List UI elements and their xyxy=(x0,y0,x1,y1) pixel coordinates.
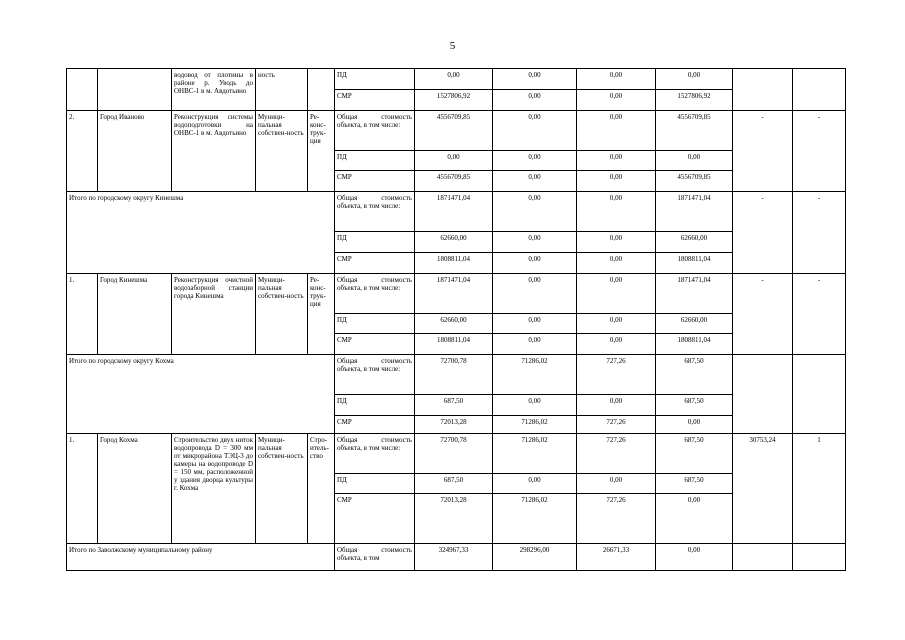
total-value: 1527806,92 xyxy=(415,90,493,111)
cost-type: ПД xyxy=(335,151,415,171)
value-1: 71286,02 xyxy=(493,494,577,544)
extra-2 xyxy=(793,69,846,111)
total-value: 4556709,85 xyxy=(415,171,493,192)
value-2: 0,00 xyxy=(577,111,656,151)
value-1: 0,00 xyxy=(493,151,577,171)
value-3: 687,50 xyxy=(656,474,733,494)
page-number: 5 xyxy=(449,40,456,52)
subtotal-row xyxy=(67,192,846,232)
cost-type: Общая стоимость объекта, в том числе: xyxy=(335,434,415,474)
value-1: 0,00 xyxy=(493,192,577,232)
subtotal-row xyxy=(67,355,846,395)
object-cell: Реконструкция системы водоподготовки на ОНВС-1 в м. Авдотьино xyxy=(172,111,256,192)
cost-type: ПД xyxy=(335,474,415,494)
total-value: 1808811,04 xyxy=(415,334,493,355)
value-2: 727,26 xyxy=(577,434,656,474)
value-2: 0,00 xyxy=(577,253,656,274)
row-number: 1. xyxy=(67,274,98,355)
total-value: 0,00 xyxy=(415,151,493,171)
budget-table xyxy=(66,68,846,571)
city-cell xyxy=(98,69,172,111)
cost-type: Общая стоимость объекта, в том числе: xyxy=(335,274,415,314)
value-3: 4556709,85 xyxy=(656,171,733,192)
value-1: 0,00 xyxy=(493,171,577,192)
subtotal-title: Итого по городскому округу Кохма xyxy=(67,355,335,434)
total-value: 72700,78 xyxy=(415,355,493,395)
value-1: 71286,02 xyxy=(493,434,577,474)
cost-type: Общая стоимость объекта, в том числе: xyxy=(335,355,415,395)
value-2: 0,00 xyxy=(577,171,656,192)
extra-2 xyxy=(793,544,846,571)
value-3: 1871471,04 xyxy=(656,192,733,232)
value-2: 0,00 xyxy=(577,192,656,232)
city-cell: Город Иваново xyxy=(98,111,172,192)
cost-type: Общая стоимость объекта, в том xyxy=(335,544,415,571)
table-row xyxy=(67,111,846,151)
value-1: 0,00 xyxy=(493,334,577,355)
value-2: 0,00 xyxy=(577,314,656,334)
cost-type: Общая стоимость объекта, в том числе: xyxy=(335,192,415,232)
subtotal-row xyxy=(67,544,846,571)
extra-2: - xyxy=(793,192,846,274)
value-2: 0,00 xyxy=(577,474,656,494)
total-value: 324967,33 xyxy=(415,544,493,571)
city-cell: Город Кохма xyxy=(98,434,172,544)
cost-type: Общая стоимость объекта, в том числе: xyxy=(335,111,415,151)
cost-type: ПД xyxy=(335,232,415,253)
total-value: 1871471,04 xyxy=(415,274,493,314)
extra-2: - xyxy=(793,274,846,355)
value-1: 0,00 xyxy=(493,274,577,314)
value-3: 62660,00 xyxy=(656,314,733,334)
subtotal-title: Итого по городскому округу Кинешма xyxy=(67,192,335,274)
value-1: 298296,00 xyxy=(493,544,577,571)
cost-type: ПД xyxy=(335,314,415,334)
value-2: 0,00 xyxy=(577,334,656,355)
value-2: 0,00 xyxy=(577,90,656,111)
cost-type: СМР xyxy=(335,334,415,355)
value-3: 1808811,04 xyxy=(656,334,733,355)
value-3: 687,50 xyxy=(656,355,733,395)
value-3: 0,00 xyxy=(656,416,733,434)
cost-type: СМР xyxy=(335,416,415,434)
total-value: 62660,00 xyxy=(415,314,493,334)
table-row xyxy=(67,274,846,314)
value-2: 0,00 xyxy=(577,274,656,314)
total-value: 687,50 xyxy=(415,395,493,416)
value-2: 0,00 xyxy=(577,232,656,253)
work-type-cell: Ре-конс-трук-ция xyxy=(308,111,335,192)
extra-2: 1 xyxy=(793,434,846,544)
value-2: 0,00 xyxy=(577,151,656,171)
value-2: 727,26 xyxy=(577,494,656,544)
cost-type: СМР xyxy=(335,253,415,274)
extra-1 xyxy=(733,544,793,571)
table-row xyxy=(67,69,846,90)
value-2: 727,26 xyxy=(577,355,656,395)
value-3: 1871471,04 xyxy=(656,274,733,314)
value-2: 26671,33 xyxy=(577,544,656,571)
value-1: 71286,02 xyxy=(493,416,577,434)
value-1: 0,00 xyxy=(493,111,577,151)
value-3: 687,50 xyxy=(656,395,733,416)
total-value: 1808811,04 xyxy=(415,253,493,274)
value-1: 0,00 xyxy=(493,314,577,334)
total-value: 62660,00 xyxy=(415,232,493,253)
cost-type: СМР xyxy=(335,171,415,192)
ownership-cell: ность xyxy=(256,69,308,111)
work-type-cell: Ре-конс-трук-ция xyxy=(308,274,335,355)
row-number: 1. xyxy=(67,434,98,544)
extra-1: 30753,24 xyxy=(733,434,793,544)
work-type-cell: Стро-итель-ство xyxy=(308,434,335,544)
ownership-cell: Муници-пальная собствен-ность xyxy=(256,274,308,355)
value-1: 0,00 xyxy=(493,232,577,253)
total-value: 72013,28 xyxy=(415,494,493,544)
ownership-cell: Муници-пальная собствен-ность xyxy=(256,434,308,544)
extra-1 xyxy=(733,69,793,111)
city-cell: Город Кинешма xyxy=(98,274,172,355)
object-cell: Строительство двух ниток водопровода D = 300 мм от микрорайона ТЭЦ-3 до камеры на водопроводе D = 150 мм, расположенной у здания дворца культуры г. Кохма xyxy=(172,434,256,544)
subtotal-title: Итого по Заволжскому муниципальному району xyxy=(67,544,335,571)
value-1: 71286,02 xyxy=(493,355,577,395)
cost-type: СМР xyxy=(335,90,415,111)
value-3: 0,00 xyxy=(656,494,733,544)
object-cell: Реконструкция очистной водозаборной станции города Кинешма xyxy=(172,274,256,355)
value-2: 0,00 xyxy=(577,69,656,90)
value-3: 0,00 xyxy=(656,69,733,90)
total-value: 1871471,04 xyxy=(415,192,493,232)
ownership-cell: Муници-пальная собствен-ность xyxy=(256,111,308,192)
value-1: 0,00 xyxy=(493,253,577,274)
object-cell: водовод от плотины в районе р. Уводь до ОНВС-1 в м. Авдотьино xyxy=(172,69,256,111)
value-3: 687,50 xyxy=(656,434,733,474)
extra-1: - xyxy=(733,192,793,274)
total-value: 4556709,85 xyxy=(415,111,493,151)
extra-1: - xyxy=(733,274,793,355)
value-1: 0,00 xyxy=(493,69,577,90)
value-3: 1527806,92 xyxy=(656,90,733,111)
row-number: 2. xyxy=(67,111,98,192)
extra-1: - xyxy=(733,111,793,192)
value-2: 727,26 xyxy=(577,416,656,434)
value-1: 0,00 xyxy=(493,474,577,494)
cost-type: СМР xyxy=(335,494,415,544)
total-value: 0,00 xyxy=(415,69,493,90)
extra-2: - xyxy=(793,111,846,192)
value-1: 0,00 xyxy=(493,90,577,111)
total-value: 687,50 xyxy=(415,474,493,494)
cost-type: ПД xyxy=(335,395,415,416)
extra-1 xyxy=(733,355,793,434)
value-3: 4556709,85 xyxy=(656,111,733,151)
total-value: 72700,78 xyxy=(415,434,493,474)
cost-type: ПД xyxy=(335,69,415,90)
value-3: 0,00 xyxy=(656,151,733,171)
total-value: 72013,28 xyxy=(415,416,493,434)
value-1: 0,00 xyxy=(493,395,577,416)
row-number xyxy=(67,69,98,111)
table-row xyxy=(67,434,846,474)
value-3: 1808811,04 xyxy=(656,253,733,274)
value-3: 0,00 xyxy=(656,544,733,571)
value-3: 62660,00 xyxy=(656,232,733,253)
extra-2 xyxy=(793,355,846,434)
work-type-cell xyxy=(308,69,335,111)
value-2: 0,00 xyxy=(577,395,656,416)
